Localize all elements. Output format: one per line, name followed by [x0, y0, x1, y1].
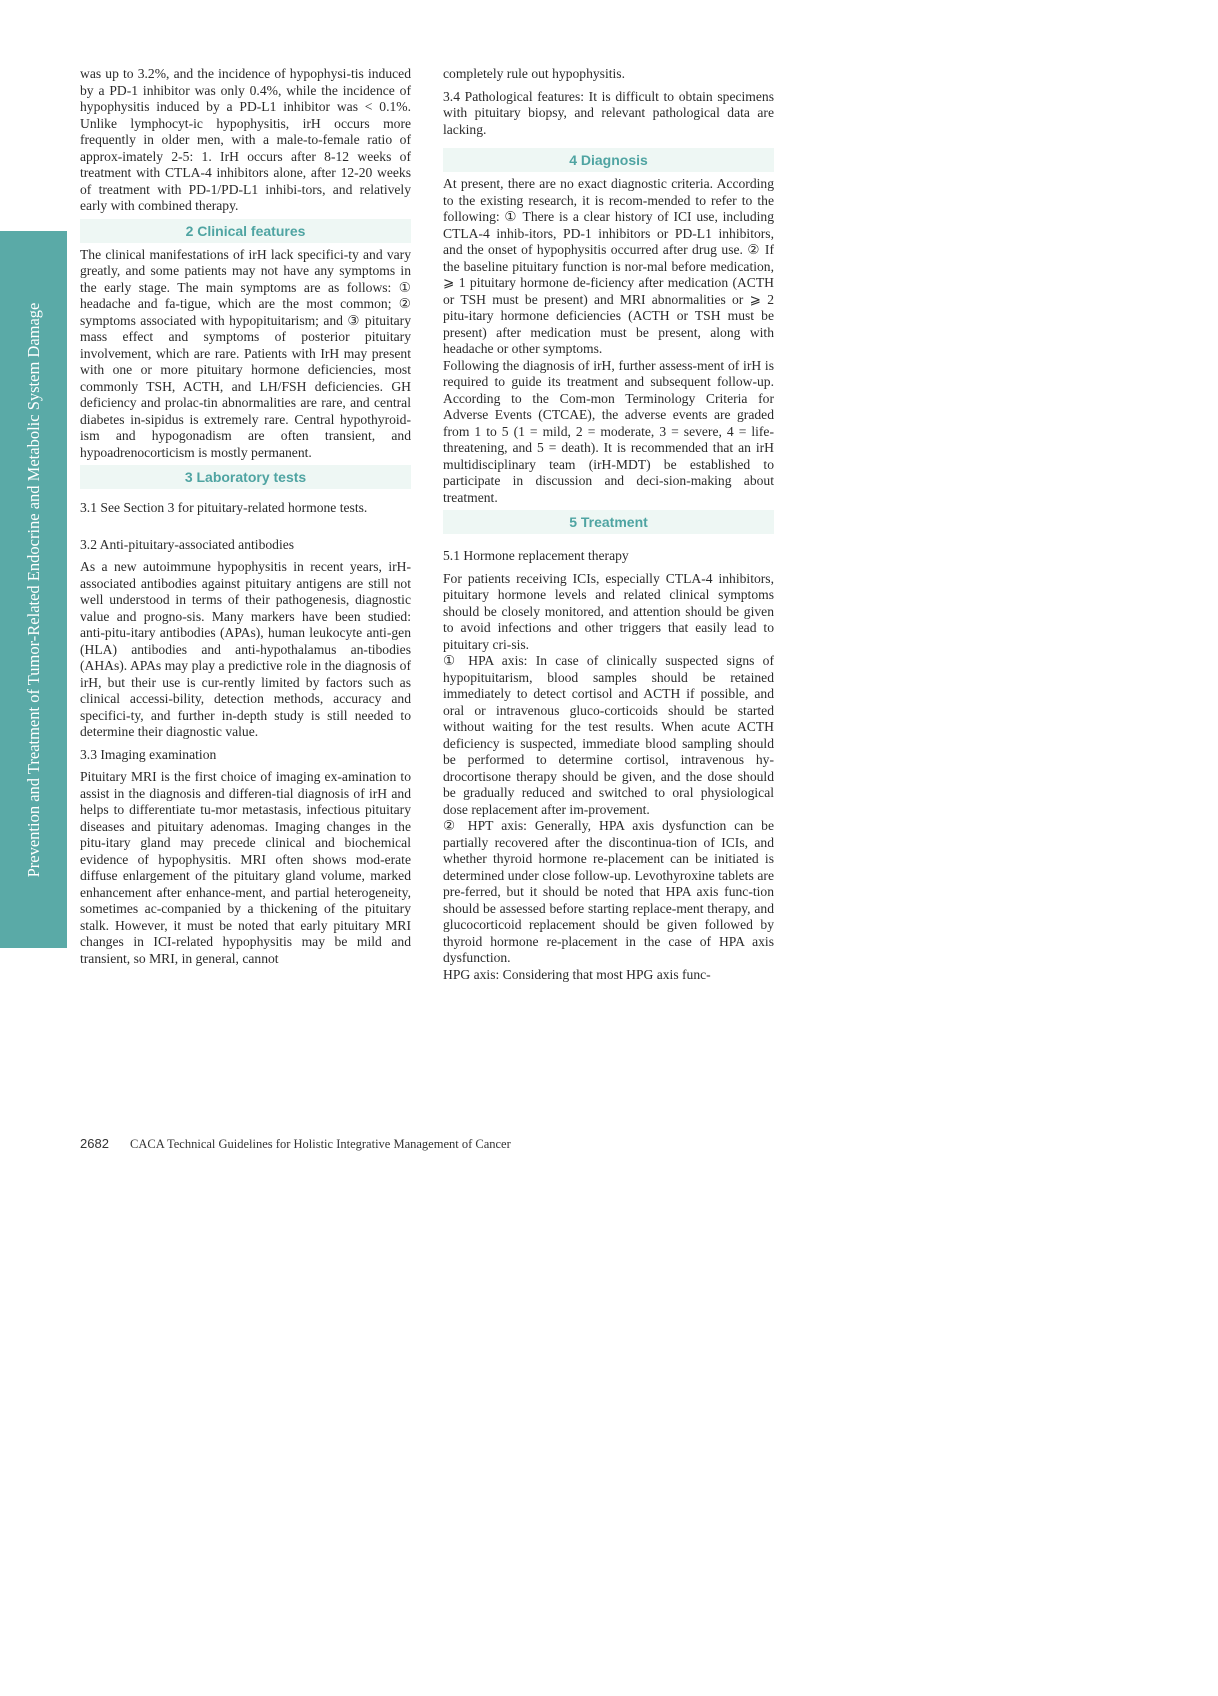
paragraph: 3.4 Pathological features: It is difficult to obtain specimens with pituitary biopsy, and relevant pathological data are lacking.	[443, 88, 774, 137]
paragraph: As a new autoimmune hypophysitis in recent years, irH-associated antibodies against pituitary antigens are still not well understood in terms of their pathogenesis, diagnostic value and progno-sis. Many markers have been studied: anti-pitu-itary antibodies (APAs), human leukocyte anti-gen (HLA) antibodies and anti-hypothalamus an-tibodies (AHAs). APAs may play a predictive role in the diagnosis of irH, but their use is cur-rently limited by factors such as clinical accessi-bility, detection methods, accuracy and specifici-ty, and further in-depth study is still needed to determine their diagnostic value.	[80, 559, 411, 739]
section-heading-treatment: 5 Treatment	[443, 510, 774, 534]
paragraph: ② HPT axis: Generally, HPA axis dysfunction can be partially recovered after the discontinua-tion of ICIs, and whether thyroid hormone re-placement can be initiated is determined under close follow-up. Levothyroxine tablets are pre-ferred, but it should be noted that HPA axis func-tion should be assessed before starting replace-ment therapy, and glucocorticoid replacement should be given followed by thyroid hormone re-placement in the case of HPA axis dysfunction.	[443, 818, 774, 965]
paragraph: was up to 3.2%, and the incidence of hypophysi-tis induced by a PD-1 inhibitor was only 0.4%, while the incidence of hypophysitis induced by a PD-L1 inhibitor was < 0.1%. Unlike lymphocyt-ic hypophysitis, irH occurs more frequently in older men, with a male-to-female ratio of approx-imately 2-5: 1. IrH occurs after 8-12 weeks of treatment with CTLA-4 inhibitors alone, after 12-20 weeks of treatment with PD-1/PD-L1 inhibi-tors, and relatively early with combined therapy.	[80, 66, 411, 213]
running-title: CACA Technical Guidelines for Holistic Integrative Management of Cancer	[130, 1137, 511, 1151]
side-section-title: Prevention and Treatment of Tumor-Related Endocrine and Metabolic System Damage	[23, 302, 43, 877]
subsection-heading: 3.2 Anti-pituitary-associated antibodies	[80, 536, 295, 552]
section-heading-laboratory-tests: 3 Laboratory tests	[80, 465, 411, 489]
section-heading-diagnosis: 4 Diagnosis	[443, 148, 774, 172]
paragraph: The clinical manifestations of irH lack specifici-ty and vary greatly, and some patients may not have any symptoms in the early stage. The main symptoms are as follows: ① headache and fa-tigue, which are the most common; ② symptoms associated with hypopituitarism; and ③ pituitary mass effect and symptoms of posterior pituitary involvement, which are rare. Patients with IrH may present with one or more pituitary hormone deficiencies, most commonly TSH, ACTH, and LH/FSH deficiencies. GH deficiency and prolac-tin abnormalities are rare, and central diabetes in-sipidus is extremely rare. Central hypothyroid-ism and hypogonadism are often transient, and hypoadrenocorticism is mostly permanent.	[80, 246, 411, 460]
paragraph: HPG axis: Considering that most HPG axis func-	[443, 966, 711, 982]
paragraph: Following the diagnosis of irH, further assess-ment of irH is required to guide its treatment and subsequent follow-up. According to the Com-mon Terminology Criteria for Adverse Events (CTCAE), the adverse events are graded from 1 to 5 (1 = mild, 2 = moderate, 3 = severe, 4 = life-threatening, and 5 = death). It is recommended that an irH multidisciplinary team (irH-MDT) be established to participate in discussion and deci-sion-making about treatment.	[443, 357, 774, 505]
paragraph: completely rule out hypophysitis.	[443, 66, 625, 81]
page-number: 2682	[80, 1136, 109, 1151]
paragraph: At present, there are no exact diagnostic criteria. According to the existing research, it is recom-mended to refer to the following: ① There is a clear history of ICI use, including CTLA-4 inhib-itors, PD-1 inhibitors or PD-L1 inhibitors, and the onset of hypophysitis occurred after drug use. ② If the baseline pituitary function is nor-mal before medication, ⩾ 1 pituitary hormone de-ficiency after medication (ACTH or TSH must be present) and MRI abnormalities or ⩾ 2 pitu-itary hormone deficiencies (ACTH or TSH must be present) after medication must be present, along with headache or other symptoms.	[443, 176, 774, 356]
side-section-tab	[0, 231, 67, 948]
subsection-heading: 3.3 Imaging examination	[80, 746, 217, 762]
paragraph: Pituitary MRI is the first choice of imaging ex-amination to assist in the diagnosis and differen-tial diagnosis of irH and helps to differentiate tu-mor metastasis, infectious pituitary diseases and pituitary adenomas. Imaging changes in the pitu-itary gland may precede clinical and biochemical evidence of hypophysitis. MRI often shows mod-erate diffuse enlargement of the pituitary gland volume, marked enhancement after enhance-ment, and partial heterogeneity, sometimes ac-companied by a thickening of the pituitary stalk. However, it must be noted that early pituitary MRI changes in ICI-related hypophysitis may be mild and transient, so MRI, in general, cannot	[80, 769, 411, 966]
paragraph: 3.1 See Section 3 for pituitary-related hormone tests.	[80, 500, 368, 515]
paragraph: ① HPA axis: In case of clinically suspected signs of hypopituitarism, blood samples should be retained immediately to detect cortisol and ACTH if possible, and oral or intravenous gluco-corticoids should be started without waiting for the test results. When acute ACTH deficiency is suspected, immediate blood sampling should be performed to determine cortisol, intravenous hy-drocortisone therapy should be given, and the dose should be gradually reduced and switched to oral physiological dose replacement after im-provement.	[443, 653, 774, 817]
paragraph: For patients receiving ICIs, especially CTLA-4 inhibitors, pituitary hormone levels and related clinical symptoms should be closely monitored, and attention should be given to avoid infections and other triggers that easily lead to pituitary cri-sis.	[443, 570, 774, 652]
section-heading-clinical-features: 2 Clinical features	[80, 219, 411, 243]
right-column	[443, 66, 774, 983]
subsection-heading: 5.1 Hormone replacement therapy	[443, 548, 629, 563]
page-footer	[80, 1136, 511, 1152]
left-column	[80, 66, 411, 967]
